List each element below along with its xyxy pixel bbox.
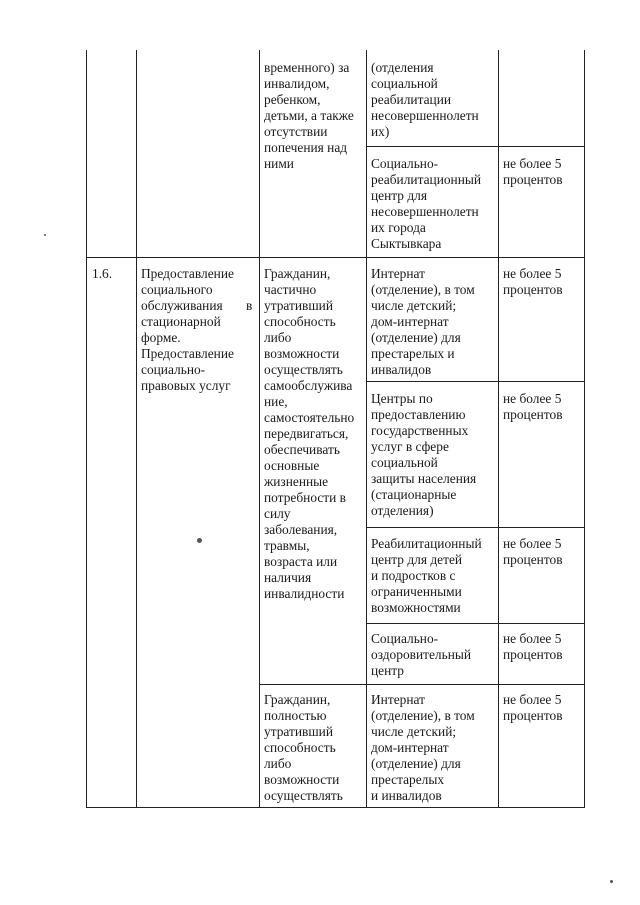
column-divider-circumstances — [366, 50, 367, 808]
row-border-section — [86, 257, 585, 258]
row-border — [366, 623, 585, 624]
limit-cell: не более 5 процентов — [503, 692, 563, 723]
row-border — [366, 146, 585, 147]
limit-cell: не более 5 процентов — [503, 631, 563, 662]
service-name-preposition: в — [246, 298, 253, 313]
table-border-right — [584, 50, 585, 808]
service-name-part2: стационарной форме. Предоставление социально- правовых услуг — [141, 314, 234, 393]
provider-cell: (отделения социальной реабилитации несовершеннолетн их) — [371, 60, 479, 139]
provider-cell: Интернат (отделение), в том числе детский; дом-интернат (отделение) для престарелых и инвалидов — [371, 266, 475, 377]
service-name-part1: Предоставление социального обслуживания — [141, 266, 234, 313]
circumstances-cell: Гражданин, частично утративший способность либо возможности осуществлять самообслужива ние, самостоятельно передвигаться, обеспечивать основные жизненные потребности в силу заболевания, травмы, возраста или наличия инвалидности — [264, 266, 355, 601]
row-border-group — [259, 684, 585, 685]
provider-cell: Центры по предоставлению государственных услуг в сфере социальной защиты населения (стационарные отделения) — [371, 391, 477, 518]
row-border — [366, 381, 585, 382]
table-border-left — [86, 50, 87, 808]
limit-cell: не более 5 процентов — [503, 266, 563, 297]
provider-cell: Интернат (отделение), в том числе детский; дом-интернат (отделение) для престарелых и инвалидов — [371, 692, 475, 803]
column-divider-number — [136, 50, 137, 808]
table-border-bottom — [86, 807, 585, 808]
provider-cell: Социально- реабилитационный центр для несовершеннолетн их города Сыктывкара — [371, 156, 482, 251]
provider-cell: Реабилитационный центр для детей и подростков с ограниченными возможностями — [371, 536, 482, 615]
column-divider-provider — [498, 50, 499, 808]
limit-cell: не более 5 процентов — [503, 156, 563, 187]
scan-speck — [197, 538, 202, 543]
circumstances-cell: Гражданин, полностью утративший способность либо возможности осуществлять — [264, 692, 343, 803]
row-border — [366, 527, 585, 528]
limit-cell: не более 5 процентов — [503, 391, 563, 422]
row-number: 1.6. — [92, 266, 113, 281]
limit-cell: не более 5 процентов — [503, 536, 563, 567]
circumstances-cell: временного) за инвалидом, ребенком, детьми, а также отсутствии попечения над ними — [264, 60, 354, 171]
scan-speck — [610, 880, 613, 883]
column-divider-service — [259, 50, 260, 808]
scan-speck — [44, 234, 46, 236]
provider-cell: Социально- оздоровительный центр — [371, 631, 472, 678]
